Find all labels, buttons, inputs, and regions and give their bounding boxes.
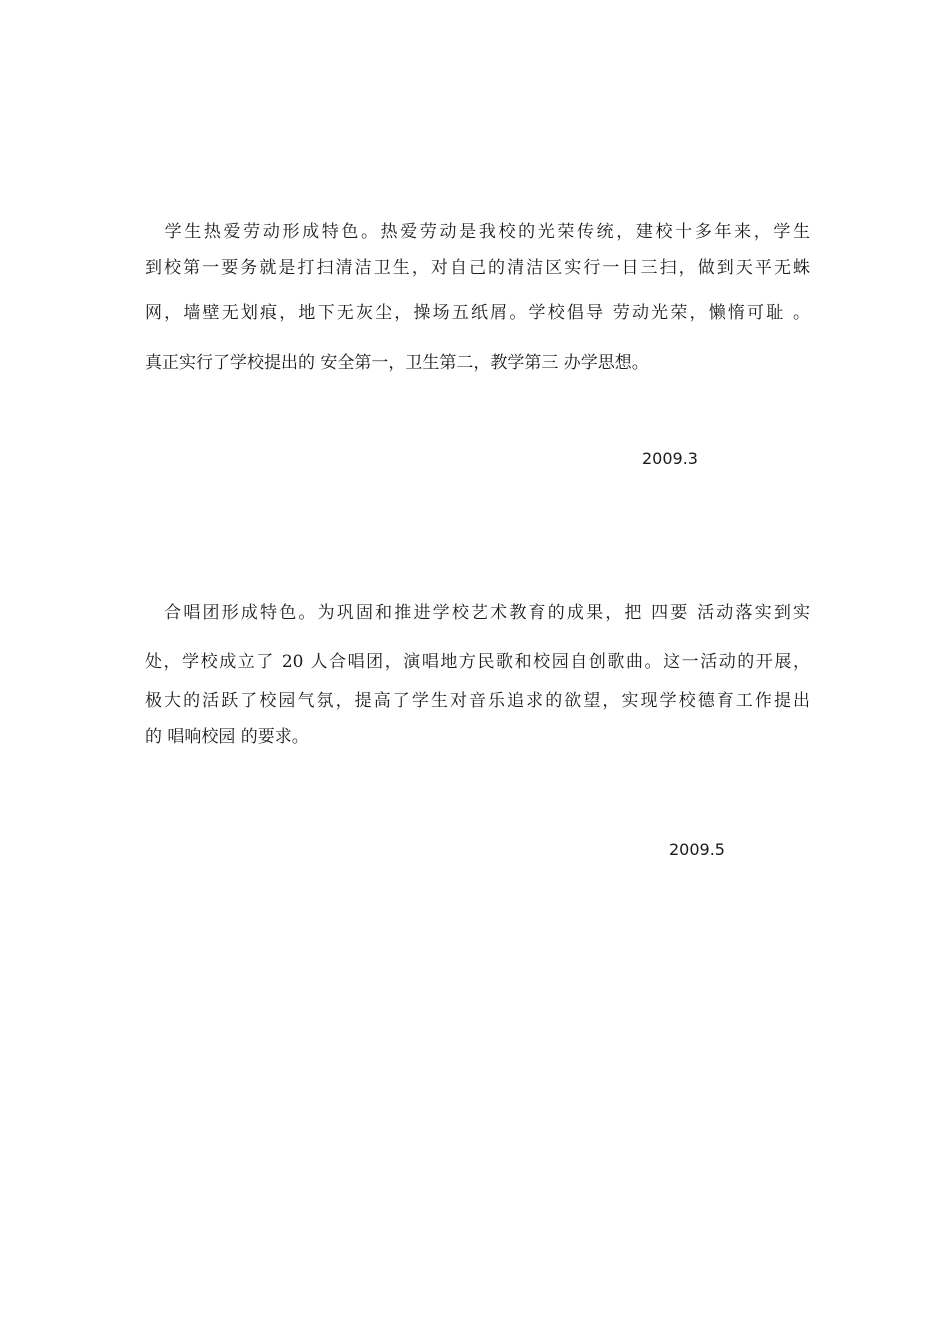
- paragraph-line: 的 唱响校园 的要求。: [145, 727, 309, 747]
- date-stamp: 2009.5: [669, 840, 725, 859]
- paragraph-line: 真正实行了学校提出的 安全第一，卫生第二，教学第三 办学思想。: [145, 353, 649, 373]
- paragraph-line: 学生热爱劳动形成特色。热爱劳动是我校的光荣传统，建校十多年来，学生: [145, 222, 810, 242]
- paragraph-line: 网，墙壁无划痕，地下无灰尘，操场五纸屑。学校倡导 劳动光荣，懒惰可耻 。: [145, 303, 810, 323]
- date-stamp: 2009.3: [642, 449, 698, 468]
- paragraph-line: 极大的活跃了校园气氛，提高了学生对音乐追求的欲望，实现学校德育工作提出: [145, 691, 810, 711]
- paragraph-line: 处，学校成立了 20 人合唱团，演唱地方民歌和校园自创歌曲。这一活动的开展，: [145, 652, 810, 672]
- paragraph-line: 到校第一要务就是打扫清洁卫生，对自己的清洁区实行一日三扫，做到天平无蛛: [145, 258, 810, 278]
- paragraph-line: 合唱团形成特色。为巩固和推进学校艺术教育的成果，把 四要 活动落实到实: [145, 603, 810, 623]
